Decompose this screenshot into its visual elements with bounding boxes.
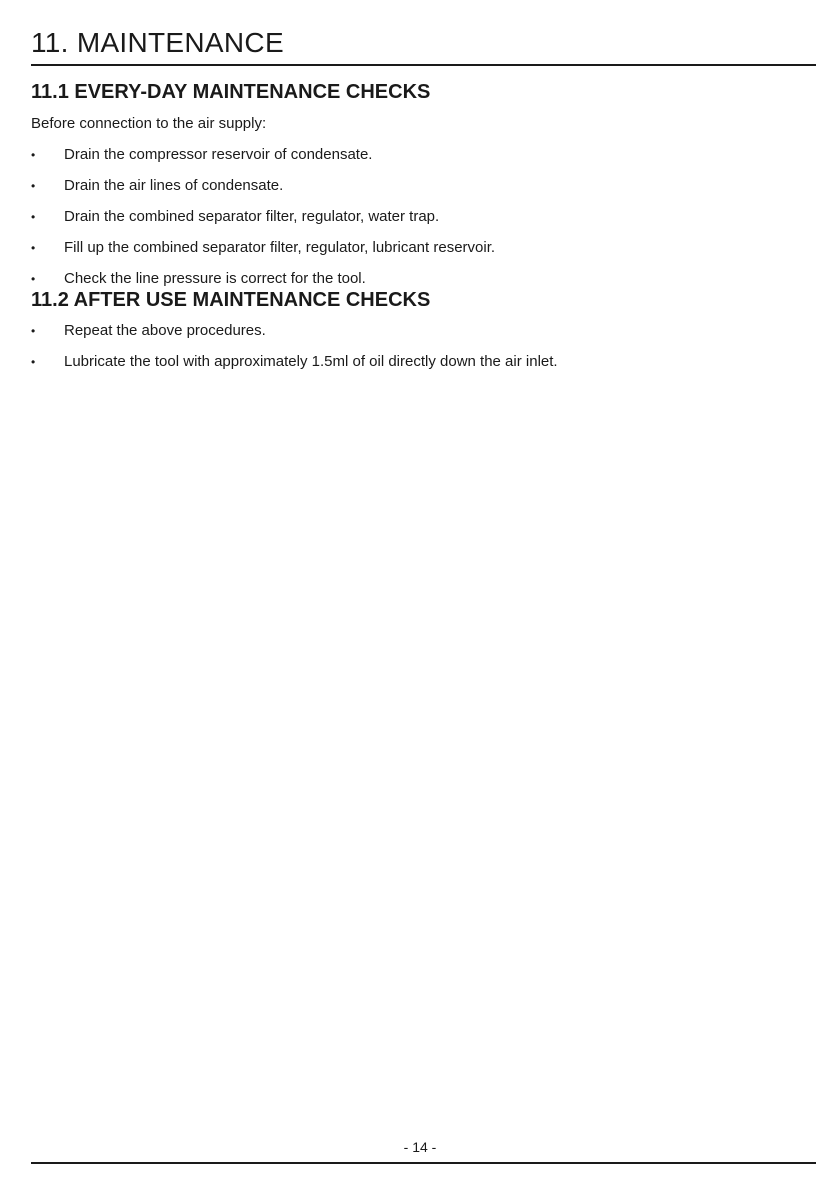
page-number: - 14 - <box>403 1139 437 1155</box>
list-item-text: Check the line pressure is correct for the tool. <box>64 270 366 287</box>
list-item-text: Drain the air lines of condensate. <box>64 177 284 194</box>
list-item-text: Drain the combined separator filter, regulator, water trap. <box>64 208 440 225</box>
list-item-text: Fill up the combined separator filter, regulator, lubricant reservoir. <box>64 239 496 256</box>
bullet-icon: • <box>31 355 36 369</box>
section-heading-everyday-checks: 11.1 EVERY-DAY MAINTENANCE CHECKS <box>31 81 431 103</box>
list-item-text: Drain the compressor reservoir of condensate. <box>64 146 373 163</box>
section-intro-text: Before connection to the air supply: <box>31 115 267 132</box>
bullet-icon: • <box>31 272 36 286</box>
section-heading-after-use-checks: 11.2 AFTER USE MAINTENANCE CHECKS <box>31 289 431 311</box>
bullet-icon: • <box>31 241 36 255</box>
bullet-icon: • <box>31 210 36 224</box>
bullet-icon: • <box>31 179 36 193</box>
footer-divider <box>31 1162 816 1164</box>
title-divider <box>31 64 816 66</box>
list-item-text: Repeat the above procedures. <box>64 322 266 339</box>
page-title: 11. MAINTENANCE <box>31 27 284 58</box>
list-item-text: Lubricate the tool with approximately 1.5ml of oil directly down the air inlet. <box>64 353 558 370</box>
bullet-icon: • <box>31 148 36 162</box>
bullet-icon: • <box>31 324 36 338</box>
